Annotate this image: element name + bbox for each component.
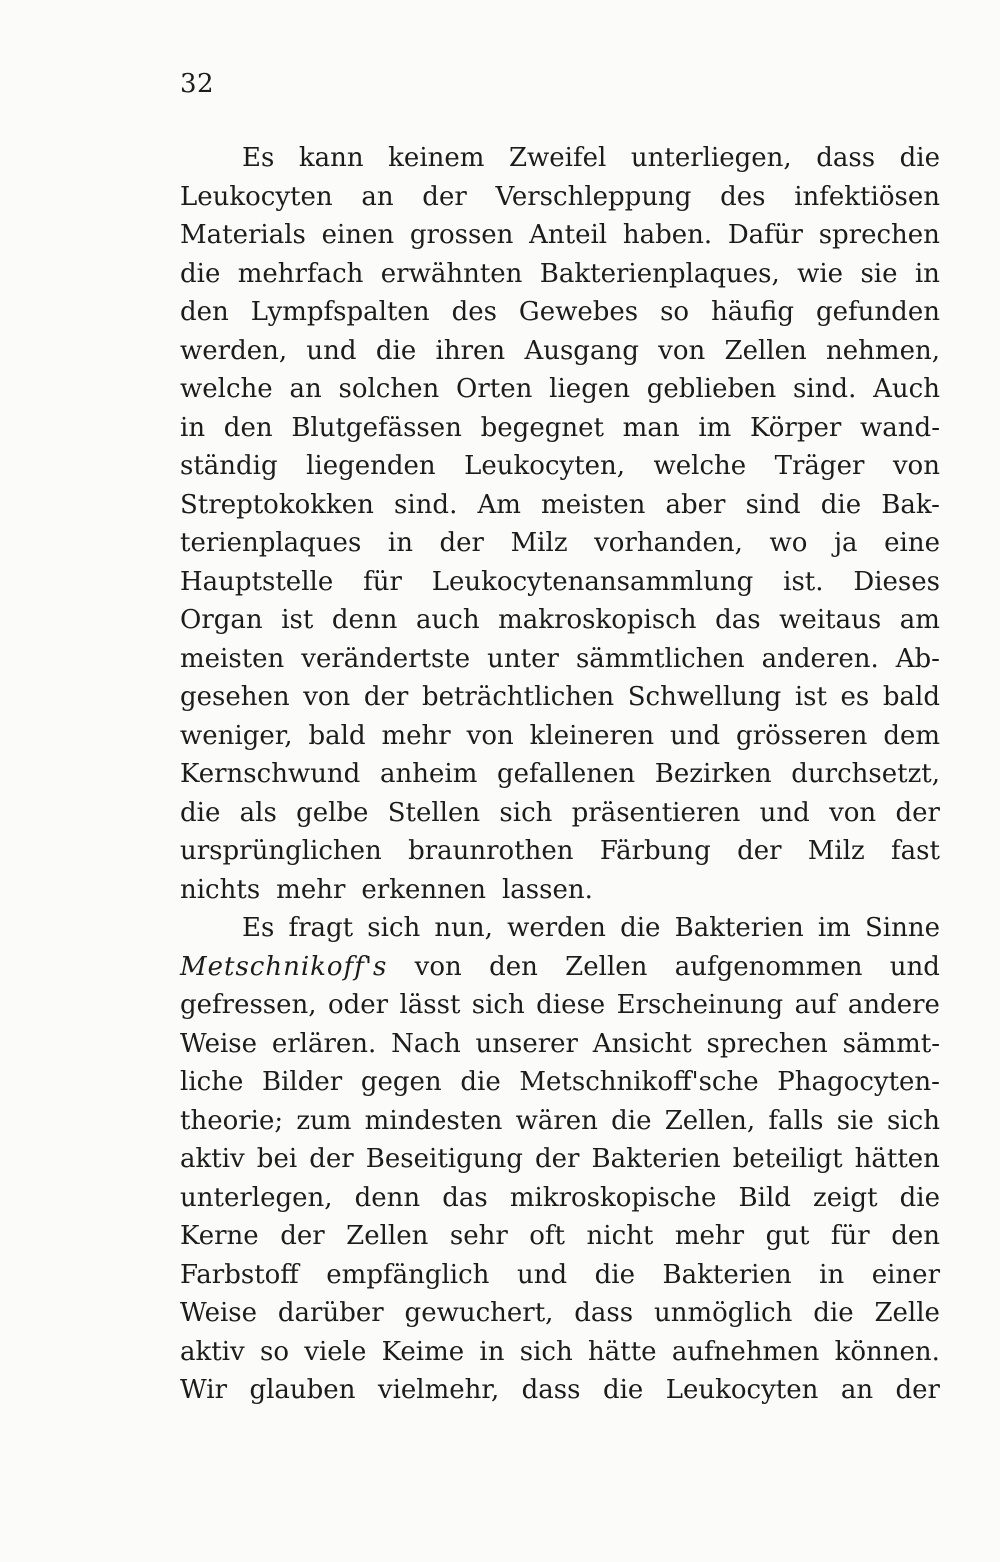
word: Weise (180, 1298, 258, 1328)
text-line (180, 332, 940, 371)
word: Dieses (853, 566, 940, 597)
word: werden (507, 913, 606, 943)
word: begegnet (480, 412, 604, 443)
text-line (180, 524, 940, 563)
word: meisten (180, 643, 285, 674)
text-line (180, 1102, 940, 1141)
word: Leukocyten, (464, 451, 626, 481)
word: Zelle (874, 1298, 940, 1328)
word: welche (180, 374, 273, 404)
word: werden, (180, 335, 288, 366)
word: Bakterien (674, 913, 804, 943)
word: Metschnikoff's (180, 951, 388, 982)
word: in (819, 1259, 845, 1290)
word: so (260, 1336, 289, 1367)
word: fast (891, 836, 940, 866)
word: infektiösen (794, 181, 940, 212)
word: den (180, 297, 229, 327)
text-line (180, 1371, 940, 1410)
word: sehr (449, 1221, 508, 1251)
word: Bakterien (591, 1144, 721, 1174)
word: dass (521, 1375, 581, 1405)
word: von (658, 335, 706, 366)
word: Bak- (881, 489, 940, 520)
word: den (223, 412, 273, 443)
word: Stellen (387, 797, 481, 828)
word: von (892, 451, 940, 481)
word: mehr (381, 720, 451, 751)
word: hätte (588, 1336, 657, 1367)
word: sie (860, 258, 898, 289)
word: der (737, 836, 782, 866)
word: gefallenen (497, 759, 636, 789)
word: andere (847, 990, 940, 1020)
word: Erscheinung (616, 990, 784, 1020)
word: Milz (807, 836, 865, 866)
word: gefressen, (180, 990, 317, 1020)
word: dass (816, 143, 876, 173)
word: und (516, 1259, 568, 1290)
word: bald (882, 682, 940, 712)
word: Schwellung (627, 682, 782, 712)
text-line (180, 986, 940, 1025)
word: nun, (434, 913, 493, 943)
word: Ab- (895, 643, 940, 674)
word: die (375, 335, 417, 366)
text-line (180, 255, 940, 294)
word: sämmtlichen (575, 643, 745, 674)
word: gesehen (180, 682, 290, 712)
word: der (895, 1375, 940, 1405)
word: Farbstoff (180, 1259, 299, 1290)
word: keinem (388, 143, 485, 173)
word: Bild (738, 1182, 791, 1213)
word: sind (745, 489, 801, 520)
word: auf (794, 990, 837, 1020)
word: darüber (277, 1298, 384, 1328)
text-line (180, 563, 940, 602)
word: die (180, 797, 221, 828)
word: die (180, 258, 221, 289)
word: am (899, 605, 940, 635)
word: sind. (394, 489, 458, 520)
text-line (180, 909, 940, 948)
word: können. (834, 1336, 940, 1367)
word: Zellen (565, 951, 648, 982)
word: Träger (774, 451, 865, 481)
word: glauben (249, 1375, 356, 1405)
word: der (534, 1144, 580, 1174)
word: aufgenommen (674, 951, 863, 982)
word: Materials (180, 220, 306, 250)
word: für (363, 566, 402, 597)
word: sind. (793, 374, 857, 404)
word: gelbe (296, 797, 369, 828)
word: dem (883, 720, 940, 751)
page-number: 32 (180, 69, 215, 99)
word: die (620, 913, 661, 943)
word: nehmen, (826, 335, 940, 366)
word: sich (471, 990, 525, 1020)
word: sich (886, 1105, 940, 1136)
word: Beseitigung (365, 1144, 523, 1174)
word: Zellen (724, 335, 807, 366)
word: und (306, 335, 357, 366)
word: ist. (783, 566, 824, 597)
word: liegenden (306, 451, 436, 481)
word: an (289, 374, 322, 404)
word: ja (833, 528, 858, 558)
word: Anteil (529, 220, 608, 250)
word: weniger, (180, 720, 293, 751)
word: und (889, 951, 940, 982)
text-line (180, 1063, 940, 1102)
word: sich (367, 913, 421, 943)
word: Leukocyten (665, 1375, 819, 1405)
word: im (817, 913, 851, 943)
word: liegen (549, 374, 630, 404)
word: solchen (338, 374, 440, 404)
text-line (180, 486, 940, 525)
body-text (180, 139, 940, 1410)
word: ihren (435, 335, 506, 366)
word: ständig (180, 451, 278, 481)
word: Streptokokken (180, 489, 374, 520)
word: von (414, 951, 462, 982)
text-line (180, 755, 940, 794)
word: das (715, 605, 761, 635)
word: und (670, 720, 721, 751)
word: beteiligt (732, 1144, 843, 1174)
word: Bilder (262, 1067, 343, 1097)
word: wären (515, 1105, 598, 1136)
word: braunrothen (408, 836, 574, 866)
word: Es (242, 143, 275, 173)
word: ist (281, 605, 314, 635)
word: unter (487, 643, 559, 674)
word: mehr (674, 1221, 745, 1251)
word: Leukocytenansammlung (431, 566, 754, 597)
word: geblieben (646, 374, 777, 404)
word: denn (331, 605, 398, 635)
word: ist (794, 682, 827, 712)
text-line (180, 139, 940, 178)
text-line (180, 1217, 940, 1256)
word: wie (797, 258, 844, 289)
word: anderen. (761, 643, 879, 674)
text-line (180, 794, 940, 833)
word: der (422, 181, 467, 212)
word: einen (321, 220, 395, 250)
word: unterliegen, (630, 143, 792, 173)
word: makroskopisch (498, 605, 697, 635)
word: von (303, 682, 351, 712)
word: nichts (180, 874, 261, 905)
word: die (899, 1182, 940, 1213)
word: Organ (180, 605, 263, 635)
word: Milz (510, 528, 568, 558)
word: sprechen (706, 1028, 828, 1059)
word: vielmehr, (377, 1375, 500, 1405)
word: viele (304, 1336, 367, 1367)
word: den (891, 1221, 940, 1251)
word: grösseren (736, 720, 868, 751)
word: sämmt- (842, 1028, 940, 1059)
word: so (660, 297, 690, 327)
word: an (361, 181, 394, 212)
word: die (602, 1375, 644, 1405)
word: Zellen (346, 1221, 429, 1251)
text-line (180, 370, 940, 409)
text-line (180, 293, 940, 332)
word: einer (871, 1259, 940, 1290)
word: Bezirken (654, 759, 772, 789)
text-line (180, 447, 940, 486)
word: in (387, 528, 413, 558)
word: dass (574, 1298, 634, 1328)
word: gut (765, 1221, 810, 1251)
word: Sinne (864, 913, 940, 943)
word: zeigt (813, 1182, 878, 1213)
word: der (309, 1144, 354, 1174)
word: Ansicht (592, 1028, 692, 1059)
text-line (180, 871, 940, 910)
word: in (914, 258, 940, 289)
word: man (622, 412, 680, 443)
word: Keime (381, 1336, 465, 1367)
word: hätten (854, 1144, 940, 1174)
word: falls (768, 1105, 824, 1136)
word: die (460, 1067, 501, 1097)
word: mikroskopische (509, 1182, 717, 1213)
word: lässt (399, 990, 461, 1020)
word: Zellen, (664, 1105, 756, 1136)
word: bei (256, 1144, 298, 1174)
word: des (451, 297, 497, 327)
word: mindesten (364, 1105, 503, 1136)
word: Körper (750, 412, 842, 443)
word: theorie; (180, 1105, 284, 1136)
word: Ausgang (524, 335, 639, 366)
word: beträchtlichen (421, 682, 615, 712)
word: der (363, 682, 409, 712)
text-line (180, 601, 940, 640)
word: gegen (360, 1067, 442, 1097)
text-line (180, 640, 940, 679)
word: Blutgefässen (291, 412, 462, 443)
word: an (840, 1375, 874, 1405)
text-line (180, 948, 940, 987)
word: terienplaques (180, 528, 362, 558)
word: Nach (391, 1028, 461, 1059)
word: verändertste (301, 643, 471, 674)
word: durchsetzt, (791, 759, 940, 789)
word: den (489, 951, 538, 982)
text-line (180, 1294, 940, 1333)
word: das (442, 1182, 488, 1213)
word: von (466, 720, 514, 751)
word: mehr (276, 874, 346, 905)
word: Färbung (599, 836, 711, 866)
word: fragt (288, 913, 354, 943)
word: bald (308, 720, 366, 751)
word: liche (180, 1067, 244, 1097)
word: Am (477, 489, 521, 520)
word: Zweifel (508, 143, 607, 173)
word: gewuchert, (404, 1298, 554, 1328)
word: Kernschwund (180, 759, 361, 789)
word: Bakterien (662, 1259, 792, 1290)
word: auch (416, 605, 480, 635)
word: haben. (622, 220, 713, 250)
word: Orten (456, 374, 533, 404)
word: gefunden (816, 297, 940, 327)
word: Dafür (727, 220, 803, 250)
word: kann (298, 143, 364, 173)
word: erlären. (271, 1028, 377, 1059)
word: sich (499, 797, 553, 828)
word: aber (665, 489, 726, 520)
word: unmöglich (653, 1298, 793, 1328)
text-line (180, 678, 940, 717)
word: vorhanden, (594, 528, 743, 558)
word: meisten (541, 489, 646, 520)
word: präsentieren (571, 797, 741, 828)
word: Wir (180, 1375, 228, 1405)
word: im (698, 412, 732, 443)
word: wand- (860, 412, 940, 443)
word: Hauptstelle (180, 566, 334, 597)
word: lassen. (501, 874, 593, 905)
word: sie (836, 1105, 874, 1136)
word: welche (653, 451, 747, 481)
word: Metschnikoff'sche (519, 1067, 759, 1097)
text-line (180, 216, 940, 255)
word: empfänglich (326, 1259, 490, 1290)
text-line (180, 1256, 940, 1295)
word: Es (242, 913, 275, 943)
word: mehrfach (237, 258, 364, 289)
word: oft (529, 1221, 566, 1251)
word: aktiv (180, 1144, 245, 1174)
word: der (439, 528, 484, 558)
word: die (820, 489, 862, 520)
word: anheim (380, 759, 478, 789)
word: in (180, 412, 206, 443)
word: eine (884, 528, 940, 558)
word: erkennen (361, 874, 486, 905)
word: häufig (711, 297, 795, 327)
word: Kerne (180, 1221, 259, 1251)
word: Gewebes (518, 297, 639, 327)
word: Verschleppung (495, 181, 692, 212)
word: Weise (180, 1028, 258, 1059)
word: der (895, 797, 940, 828)
word: die (813, 1298, 854, 1328)
word: grossen (409, 220, 514, 250)
word: denn (354, 1182, 421, 1213)
word: der (280, 1221, 325, 1251)
text-line (180, 1179, 940, 1218)
word: sprechen (818, 220, 940, 250)
word: Leukocyten (180, 181, 333, 212)
word: des (720, 181, 766, 212)
word: Auch (873, 374, 940, 404)
text-line (180, 717, 940, 756)
text-line (180, 178, 940, 217)
word: erwähnten (380, 258, 523, 289)
word: kleineren (529, 720, 655, 751)
word: von (829, 797, 877, 828)
text-line (180, 832, 940, 871)
text-line (180, 1025, 940, 1064)
word: unserer (475, 1028, 578, 1059)
word: und (759, 797, 810, 828)
text-line (180, 1140, 940, 1179)
word: aktiv (180, 1336, 245, 1367)
word: oder (327, 990, 389, 1020)
word: wo (769, 528, 808, 558)
word: zum (296, 1105, 352, 1136)
word: sich (519, 1336, 573, 1367)
word: ursprünglichen (180, 836, 382, 866)
word: die (611, 1105, 652, 1136)
word: Bakterienplaques, (539, 258, 780, 289)
word: die (899, 143, 940, 173)
text-line (180, 1333, 940, 1372)
word: aufnehmen (671, 1336, 820, 1367)
word: in (479, 1336, 505, 1367)
word: für (830, 1221, 870, 1251)
word: Lympfspalten (250, 297, 430, 327)
word: die (594, 1259, 635, 1290)
word: es (840, 682, 870, 712)
word: unterlegen, (180, 1182, 333, 1213)
word: weitaus (779, 605, 882, 635)
word: als (239, 797, 277, 828)
word: diese (536, 990, 606, 1020)
word: nicht (586, 1221, 654, 1251)
text-line (180, 409, 940, 448)
word: Phagocyten- (777, 1067, 940, 1097)
